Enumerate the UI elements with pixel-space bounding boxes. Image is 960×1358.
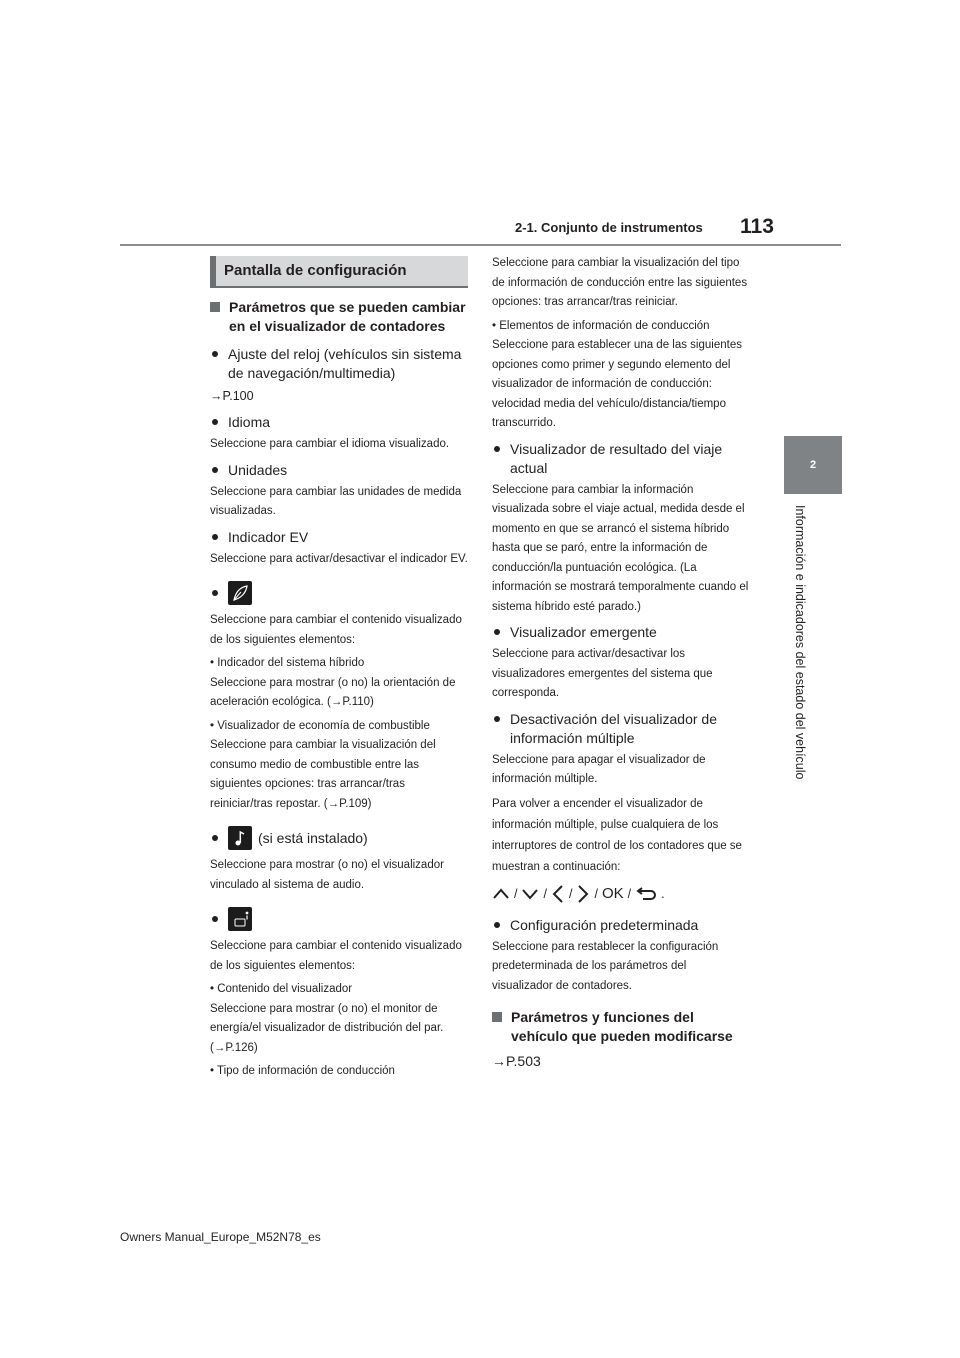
audio-suffix: (si está instalado) — [258, 829, 368, 846]
music-note-icon — [228, 826, 252, 850]
subheading-vehicle-params: Parámetros y funciones del vehículo que pueden modificarse — [492, 1008, 750, 1046]
ev-text: Seleccione para activar/desactivar el indicador EV. — [210, 552, 468, 565]
eco-item1-title: • Indicador del sistema híbrido — [210, 657, 365, 669]
info-item1-text: Seleccione para mostrar (o no) el monitor de energía/el visualizador de distribución del par. (→P.126) — [210, 1002, 444, 1054]
drive-info-type-text: Seleccione para cambiar la visualización del tipo de información de conducción entre las siguientes opciones: tras arrancar/tras reiniciar. — [492, 257, 748, 308]
switch-glyphs: / / / / OK / . — [492, 884, 750, 904]
chapter-label: Información e indicadores del estado del vehículo — [793, 505, 807, 780]
item-idioma: Idioma — [210, 413, 468, 432]
item-trip: Visualizador de resultado del viaje actual — [492, 440, 750, 478]
item-audio — [210, 826, 468, 850]
chevron-up-icon — [492, 887, 510, 901]
multi-text: Seleccione para apagar el visualizador de información múltiple. — [492, 753, 706, 785]
info-item2-title: • Tipo de información de conducción — [210, 1065, 395, 1077]
popup-text: Seleccione para activar/desactivar los visualizadores emergentes del sistema que corresponda. — [492, 648, 713, 699]
chevron-right-icon — [576, 884, 590, 904]
subheading-meter-params: Parámetros que se pueden cambiar en el visualizador de contadores — [210, 298, 468, 336]
item-multi: Desactivación del visualizador de información múltiple — [492, 710, 750, 748]
item-popup: Visualizador emergente — [492, 623, 750, 642]
item-info — [210, 907, 468, 931]
leaf-icon — [228, 581, 252, 605]
item-clock: Ajuste del reloj (vehículos sin sistema de navegación/multimedia) — [210, 345, 468, 383]
eco-item2-title: • Visualizador de economía de combustible — [210, 719, 430, 732]
item-unidades: Unidades — [210, 461, 468, 480]
multi-text2: Para volver a encender el visualizador de información múltiple, pulse cualquiera de los interruptores de control de los contadores que se muestran a continuación: — [492, 797, 742, 873]
default-text: Seleccione para restablecer la configuración predeterminada de los parámetros del visualizador de contadores. — [492, 940, 719, 992]
vehicle-params-ref: →P.503 — [492, 1053, 541, 1069]
eco-text: Seleccione para cambiar el contenido visualizado de los siguientes elementos: — [210, 614, 462, 646]
section-title: Pantalla de configuración — [210, 256, 468, 286]
left-column — [210, 298, 468, 1082]
header-rule — [120, 244, 841, 246]
back-icon — [635, 886, 657, 902]
info-text: Seleccione para cambiar el contenido visualizado de los siguientes elementos: — [210, 940, 462, 972]
idioma-text: Seleccione para cambiar el idioma visualizado. — [210, 438, 450, 450]
chevron-left-icon — [551, 884, 565, 904]
unidades-text: Seleccione para cambiar las unidades de medida visualizadas. — [210, 485, 462, 517]
right-column — [492, 254, 750, 1069]
info-item1-title: • Contenido del visualizador — [210, 983, 353, 995]
footer-manual-id: Owners Manual_Europe_M52N78_es — [120, 1230, 321, 1244]
elem-title: • Elementos de información de conducción — [492, 319, 710, 332]
eco-item2-text: Seleccione para cambiar la visualización del consumo medio de combustible entre las siguientes opciones: tras arrancar/tras reiniciar/tras repostar. (→P.109) — [210, 739, 436, 810]
audio-text: Seleccione para mostrar (o no) el visualizador vinculado al sistema de audio. — [210, 859, 444, 891]
trip-text: Seleccione para cambiar la información visualizada sobre el viaje actual, medida desde el momento en que se arrancó el sistema híbrido hasta que se paró, entre la información de conducción/la puntuación ecológica. (La información se mostrará temporalmente cuando el sistema híbrido esté parado.) — [492, 483, 749, 613]
item-default: Configuración predeterminada — [492, 916, 750, 935]
item-ev: Indicador EV — [210, 528, 468, 547]
ok-glyph: OK — [601, 885, 624, 902]
title-rule — [210, 286, 468, 288]
eco-item1-text: Seleccione para mostrar (o no) la orientación de aceleración ecológica. (→P.110) — [210, 676, 456, 708]
page-number: 113 — [740, 215, 774, 238]
clock-ref: →P.100 — [210, 389, 254, 403]
chevron-down-icon — [521, 887, 539, 901]
item-eco — [210, 581, 468, 605]
section-heading: 2-1. Conjunto de instrumentos — [515, 220, 703, 235]
elem-text: Seleccione para establecer una de las siguientes opciones como primer y segundo elemento del visualizador de información de conducción: velocidad media del vehículo/distancia/tiempo transcurrido. — [492, 339, 742, 429]
chapter-tab: 2 — [784, 436, 842, 494]
info-display-icon — [228, 907, 252, 931]
